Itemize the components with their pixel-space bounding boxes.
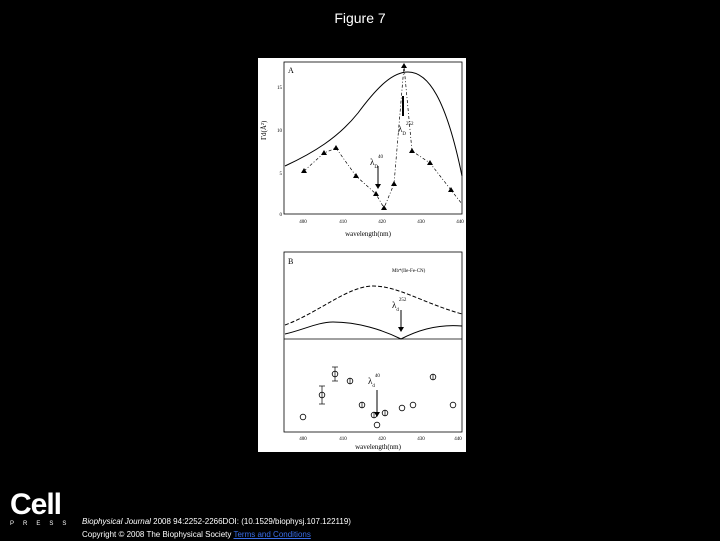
footer-citation [82,515,351,541]
copyright-line [82,528,351,541]
copyright-text: Copyright © 2008 The Biophysical Society [82,530,234,539]
panel-b-curve-label: Mb*(Ile-Fe-CN) [392,269,426,274]
x-tick-label: 420 [378,437,386,442]
panel-a-y-axis-label: Γd(Å²) [260,120,268,140]
journal-name: Biophysical Journal [82,517,151,526]
x-tick-label: 410 [339,437,347,442]
y-tick-label: 10 [277,129,282,134]
logo-press: PRESS [10,521,76,527]
panel-b-lambda-252: $\lambda_d^{252}$ [392,298,407,313]
x-tick-label: 430 [417,437,425,442]
page-title: Figure 7 [334,10,386,26]
panel-a-lambda-40: $\lambda_D^{40}$ [370,155,383,170]
x-tick-label: 430 [417,220,425,225]
x-tick-label: 400 [299,437,307,442]
cell-press-logo [10,490,75,527]
y-tick-label: 15 [277,86,282,91]
logo-word: Cell [10,488,62,521]
panel-a-lambda-252: $\lambda_D^{252}$ [398,122,414,137]
y-tick-label: 5 [279,172,282,177]
x-tick-label: 440 [454,437,462,442]
panel-b-label: B [288,257,294,266]
x-tick-label: 400 [299,220,307,225]
figure-image [258,58,466,452]
x-tick-label: 420 [378,220,386,225]
terms-link[interactable]: Terms and Conditions [233,530,311,539]
x-tick-label: 410 [339,220,347,225]
panel-b-x-axis-label: wavelength(nm) [355,443,401,451]
y-tick-label: 0 [279,213,282,218]
panel-a-label: A [288,66,294,75]
panel-b-lambda-40: $\lambda_d^{40}$ [368,374,380,389]
x-tick-label: 440 [456,220,464,225]
citation-line [82,515,351,528]
panel-a-x-axis-label: wavelength(nm) [345,230,391,238]
figure-background [258,58,466,452]
citation-text: 2008 94:2252-2266DOI: (10.1529/biophysj.107.122119) [150,517,351,526]
